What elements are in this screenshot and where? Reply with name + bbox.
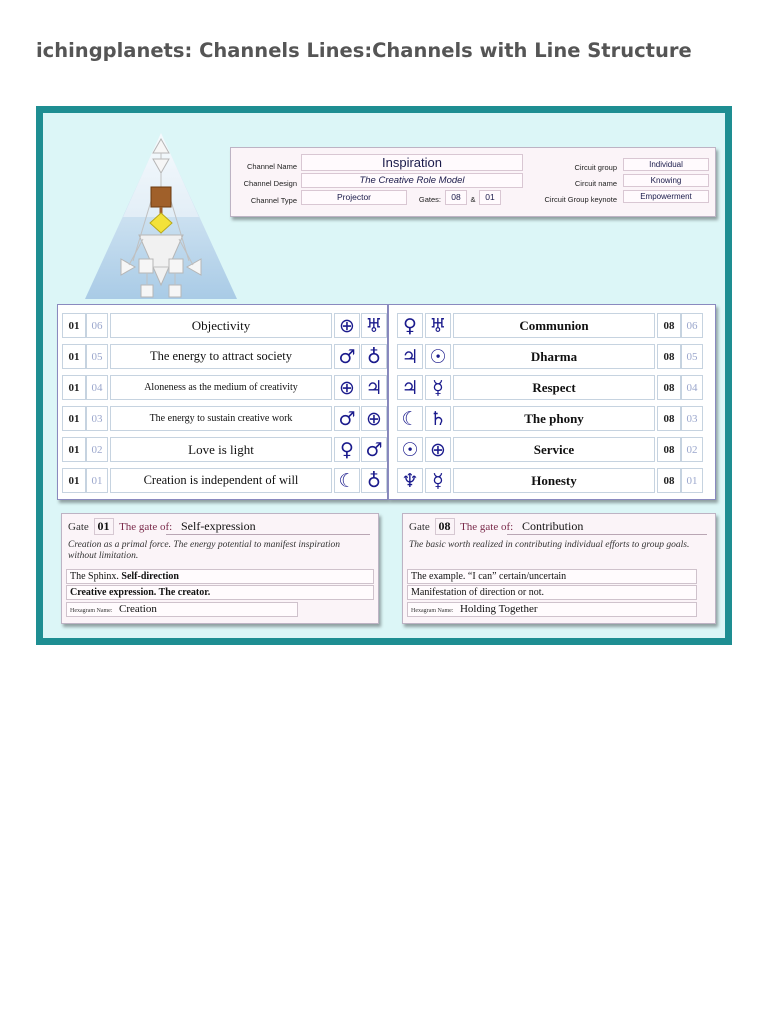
hexagram-name: Creation bbox=[118, 603, 157, 615]
line-row bbox=[58, 434, 387, 465]
line-description: Objectivity bbox=[110, 313, 332, 338]
gate-label: Gate bbox=[409, 521, 430, 533]
gate-08-heading bbox=[409, 518, 583, 535]
channel-type-label: Channel Type bbox=[250, 196, 297, 205]
keyword-underline bbox=[166, 534, 370, 535]
keyword-underline bbox=[507, 534, 707, 535]
line-description: The phony bbox=[453, 406, 655, 431]
line-row bbox=[58, 341, 387, 372]
design-planet-symbol: ♆ bbox=[397, 468, 423, 493]
line-number-cell: 05 bbox=[86, 344, 108, 369]
line-row bbox=[58, 372, 387, 403]
line-number-cell: 01 bbox=[86, 468, 108, 493]
personality-planet-symbol: ☉ bbox=[425, 344, 451, 369]
line-number-cell: 04 bbox=[681, 375, 703, 400]
personality-planet-symbol: ♁ bbox=[361, 468, 387, 493]
gate-number-cell: 08 bbox=[657, 406, 681, 431]
personality-planet-symbol: ♅ bbox=[361, 313, 387, 338]
personality-planet-symbol: ⊕ bbox=[425, 437, 451, 462]
line-row bbox=[389, 465, 715, 496]
gate-number: 01 bbox=[94, 518, 114, 535]
line-description: Respect bbox=[453, 375, 655, 400]
line-row bbox=[389, 434, 715, 465]
line-description: Aloneness as the medium of creativity bbox=[110, 375, 332, 400]
circuit-keynote-value: Empowerment bbox=[623, 190, 709, 203]
channel-design-label: Channel Design bbox=[243, 179, 297, 188]
personality-planet-symbol: ♁ bbox=[361, 344, 387, 369]
gate-number-cell: 08 bbox=[657, 375, 681, 400]
gate-01-card bbox=[61, 513, 379, 624]
personality-planet-symbol: ♅ bbox=[425, 313, 451, 338]
line-row bbox=[58, 465, 387, 496]
line-number-cell: 04 bbox=[86, 375, 108, 400]
gate-number-cell: 01 bbox=[62, 375, 86, 400]
line-number-cell: 06 bbox=[86, 313, 108, 338]
gate-number-cell: 08 bbox=[657, 344, 681, 369]
line-description: Honesty bbox=[453, 468, 655, 493]
hexagram-name-label: Hexagram Name: bbox=[70, 608, 113, 614]
gate-number-cell: 08 bbox=[657, 468, 681, 493]
gate-of-label: The gate of: bbox=[119, 521, 173, 533]
gate-01-lines-table bbox=[57, 304, 388, 500]
line-number-cell: 03 bbox=[681, 406, 703, 431]
line-description: Communion bbox=[453, 313, 655, 338]
personality-planet-symbol: ⊕ bbox=[361, 406, 387, 431]
gate-keyword: Contribution bbox=[521, 519, 584, 533]
line-row bbox=[389, 310, 715, 341]
gate-number-cell: 08 bbox=[657, 313, 681, 338]
gates-label: Gates: bbox=[418, 195, 441, 204]
line-description: The energy to attract society bbox=[110, 344, 332, 369]
figure-background bbox=[43, 113, 725, 638]
personality-planet-symbol: ♃ bbox=[361, 375, 387, 400]
hexagram-name: Holding Together bbox=[459, 603, 538, 615]
line-number-cell: 02 bbox=[86, 437, 108, 462]
line-description: Love is light bbox=[110, 437, 332, 462]
personality-planet-symbol: ☿ bbox=[425, 468, 451, 493]
design-planet-symbol: ♂ bbox=[334, 344, 360, 369]
design-planet-symbol: ⊕ bbox=[334, 375, 360, 400]
design-planet-symbol: ☾ bbox=[397, 406, 423, 431]
line-row bbox=[58, 310, 387, 341]
gate-description: The basic worth realized in contributing individual efforts to group goals. bbox=[409, 540, 690, 550]
gate-number-cell: 01 bbox=[62, 344, 86, 369]
line-row bbox=[389, 403, 715, 434]
channel-info-panel bbox=[230, 147, 716, 217]
hexagram-name-label: Hexagram Name: bbox=[411, 608, 454, 614]
design-planet-symbol: ♀ bbox=[334, 437, 360, 462]
gate-number: 08 bbox=[435, 518, 455, 535]
line-row bbox=[389, 372, 715, 403]
personality-planet-symbol: ♄ bbox=[425, 406, 451, 431]
gate-number-cell: 01 bbox=[62, 468, 86, 493]
design-planet-symbol: ☾ bbox=[334, 468, 360, 493]
gate-keyword: Self-expression bbox=[180, 519, 256, 533]
line-description: Creation is independent of will bbox=[110, 468, 332, 493]
channel-figure bbox=[36, 106, 732, 645]
circuit-name-value: Knowing bbox=[623, 174, 709, 187]
design-planet-symbol: ⊕ bbox=[334, 313, 360, 338]
circuit-name-label: Circuit name bbox=[574, 179, 617, 188]
gate-of-label: The gate of: bbox=[460, 521, 514, 533]
circuit-keynote-label: Circuit Group keynote bbox=[544, 195, 617, 204]
gate-label: Gate bbox=[68, 521, 89, 533]
gate-b-value: 01 bbox=[479, 190, 501, 205]
gate-line-1: The example. “I can” certain/uncertain bbox=[407, 569, 697, 584]
hexagram-name-row bbox=[407, 602, 697, 617]
gate-line-1 bbox=[66, 569, 374, 584]
gate-number-cell: 08 bbox=[657, 437, 681, 462]
gate-08-card bbox=[402, 513, 716, 624]
line-number-cell: 03 bbox=[86, 406, 108, 431]
circuit-group-value: Individual bbox=[623, 158, 709, 171]
design-planet-symbol: ♃ bbox=[397, 344, 423, 369]
design-planet-symbol: ♂ bbox=[334, 406, 360, 431]
line-description: The energy to sustain creative work bbox=[110, 406, 332, 431]
channel-type-value: Projector bbox=[301, 190, 407, 205]
gate-a-value: 08 bbox=[445, 190, 467, 205]
line-description: Dharma bbox=[453, 344, 655, 369]
line-row bbox=[58, 403, 387, 434]
gates-ampersand: & bbox=[470, 195, 476, 204]
gate-number-cell: 01 bbox=[62, 437, 86, 462]
line-number-cell: 02 bbox=[681, 437, 703, 462]
channel-name-value: Inspiration bbox=[301, 154, 523, 171]
gate-number-cell: 01 bbox=[62, 406, 86, 431]
gate-number-cell: 01 bbox=[62, 313, 86, 338]
gate-01-heading bbox=[68, 518, 256, 535]
bodygraph-illustration bbox=[81, 127, 241, 305]
personality-planet-symbol: ☿ bbox=[425, 375, 451, 400]
gate-line-1-a: The Sphinx. bbox=[70, 571, 119, 582]
gate-line-2: Creative expression. The creator. bbox=[66, 585, 374, 600]
line-number-cell: 05 bbox=[681, 344, 703, 369]
design-planet-symbol: ☉ bbox=[397, 437, 423, 462]
line-number-cell: 01 bbox=[681, 468, 703, 493]
page-title: ichingplanets: Channels Lines:Channels with Line Structure bbox=[36, 39, 692, 62]
hexagram-name-row bbox=[66, 602, 298, 617]
gate-08-lines-table bbox=[388, 304, 716, 500]
channel-design-value: The Creative Role Model bbox=[301, 173, 523, 188]
gate-line-2: Manifestation of direction or not. bbox=[407, 585, 697, 600]
gate-description: Creation as a primal force. The energy potential to manifest inspiration without limitation. bbox=[68, 540, 341, 561]
gate-line-1-b: Self-direction bbox=[121, 571, 179, 582]
line-number-cell: 06 bbox=[681, 313, 703, 338]
design-planet-symbol: ♀ bbox=[397, 313, 423, 338]
personality-planet-symbol: ♂ bbox=[361, 437, 387, 462]
channel-name-label: Channel Name bbox=[246, 162, 297, 171]
design-planet-symbol: ♃ bbox=[397, 375, 423, 400]
line-row bbox=[389, 341, 715, 372]
circuit-group-label: Circuit group bbox=[574, 163, 617, 172]
line-description: Service bbox=[453, 437, 655, 462]
